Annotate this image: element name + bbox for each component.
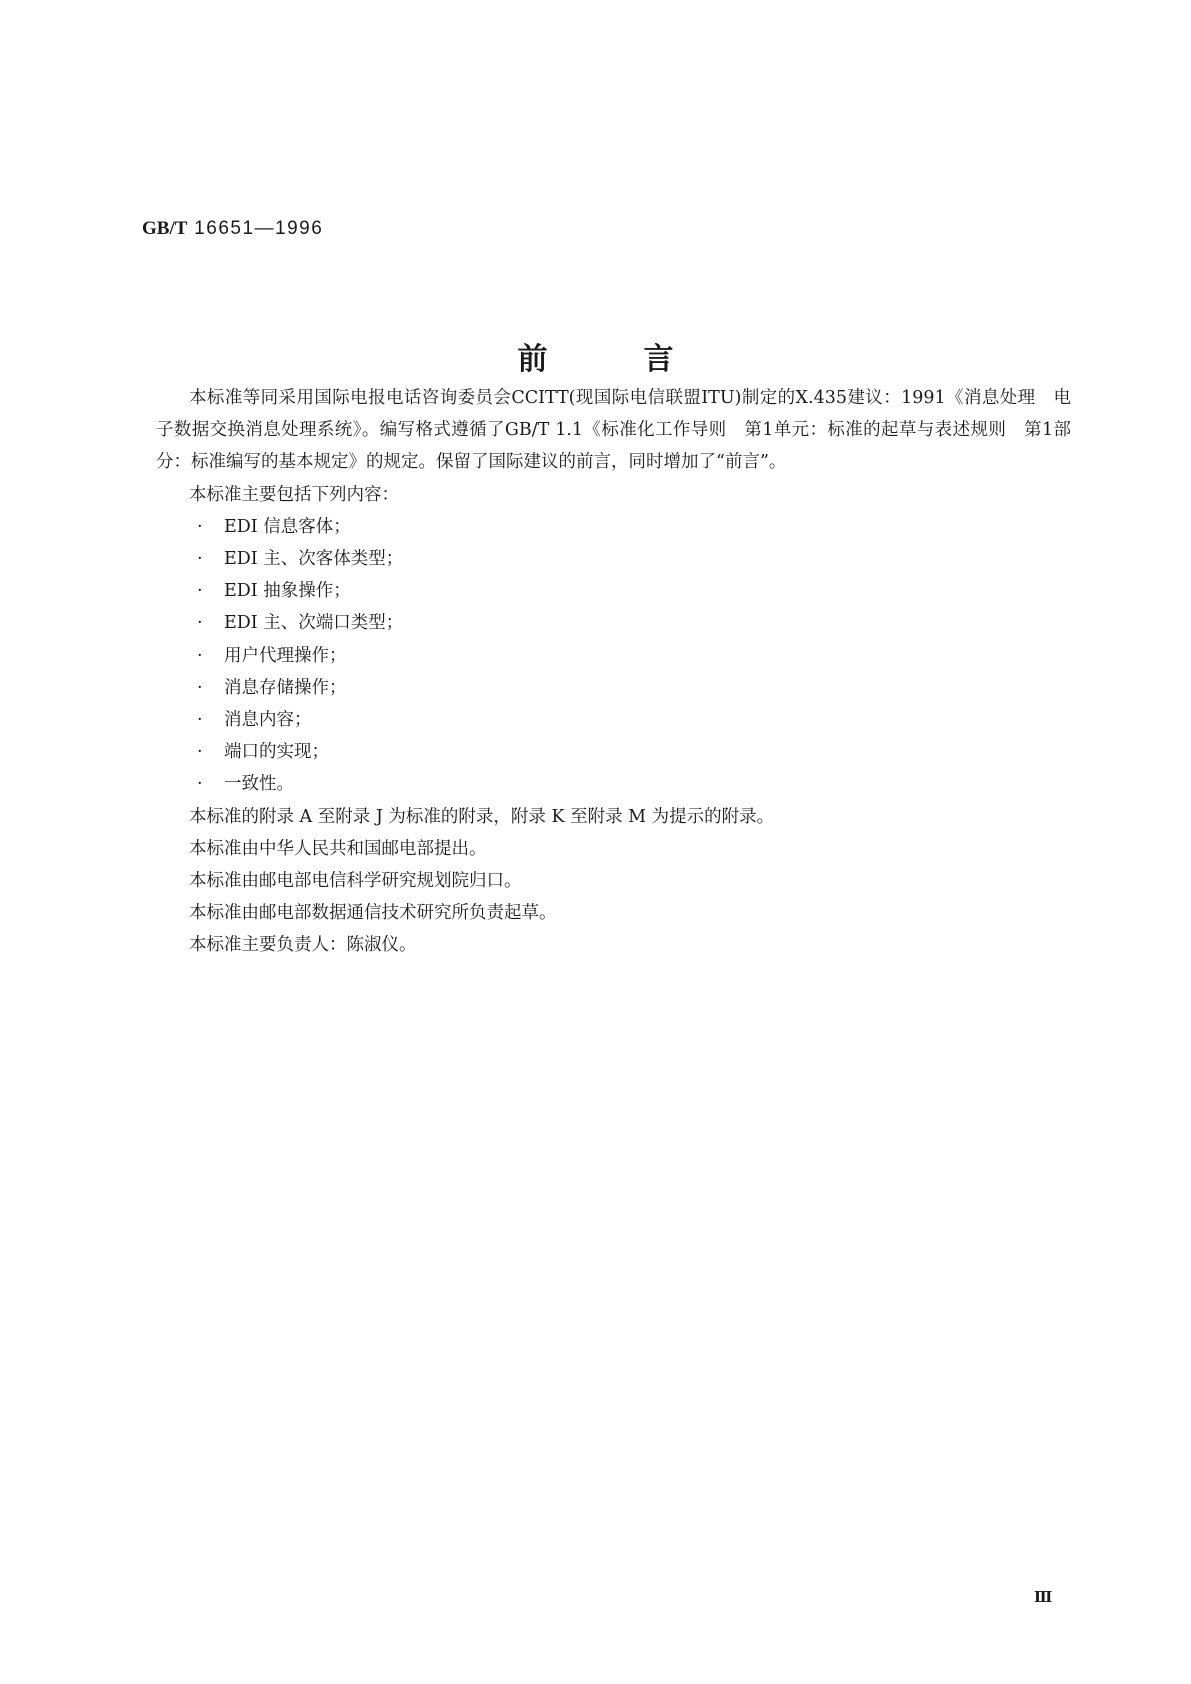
page-number: Ⅲ <box>1034 1590 1053 1606</box>
list-item: · EDI 抽象操作； <box>197 581 351 602</box>
list-item: · 端口的实现； <box>197 742 329 763</box>
list-item-text: EDI 信息客体； <box>224 516 351 537</box>
standard-code: 16651—1996 <box>187 218 324 239</box>
list-item: · 用户代理操作； <box>197 645 347 666</box>
list-item-text: 用户代理操作； <box>224 645 347 666</box>
list-item-text: 消息存储操作； <box>224 677 347 698</box>
list-item-text: 端口的实现； <box>224 742 329 763</box>
responsible-person-statement: 本标准主要负责人：陈淑仪。 <box>189 935 417 956</box>
list-item: · 一致性。 <box>197 774 294 795</box>
proposer-statement: 本标准由中华人民共和国邮电部提出。 <box>189 838 487 859</box>
list-item-text: EDI 主、次端口类型； <box>224 613 404 634</box>
annex-statement: 本标准的附录 A 至附录 J 为标准的附录，附录 K 至附录 M 为提示的附录。 <box>189 806 775 827</box>
list-item-text: 一致性。 <box>224 774 294 795</box>
list-item-text: 消息内容； <box>224 710 312 731</box>
list-item: · 消息存储操作； <box>197 677 347 698</box>
section-title: 前言 <box>517 342 770 377</box>
contents-list <box>156 511 1071 801</box>
list-item-text: EDI 抽象操作； <box>224 581 351 602</box>
drafter-statement: 本标准由邮电部数据通信技术研究所负责起草。 <box>189 903 557 924</box>
list-item-text: EDI 主、次客体类型； <box>224 549 404 570</box>
list-item: · EDI 主、次端口类型； <box>197 613 404 634</box>
list-item: · EDI 主、次客体类型； <box>197 549 404 570</box>
contents-lead: 本标准主要包括下列内容： <box>189 484 399 505</box>
standard-number <box>142 218 323 240</box>
foreword-body <box>156 382 1071 962</box>
administrator-statement: 本标准由邮电部电信科学研究规划院归口。 <box>189 871 522 892</box>
list-item: · EDI 信息客体； <box>197 516 351 537</box>
list-item: · 消息内容； <box>197 710 312 731</box>
intro-paragraph: 本标准等同采用国际电报电话咨询委员会CCITT(现国际电信联盟ITU)制定的X.435建议：1991《消息处理 电子数据交换消息处理系统》。编写格式遵循了GB/T 1.1《标准化工作导则 第1单元：标准的起草与表述规则 第1部分：标准编写的基本规定》的规定。保留了国际建议的前言，同时增加了“前言”。 <box>156 388 1071 473</box>
standard-prefix: GB/T <box>142 218 188 239</box>
